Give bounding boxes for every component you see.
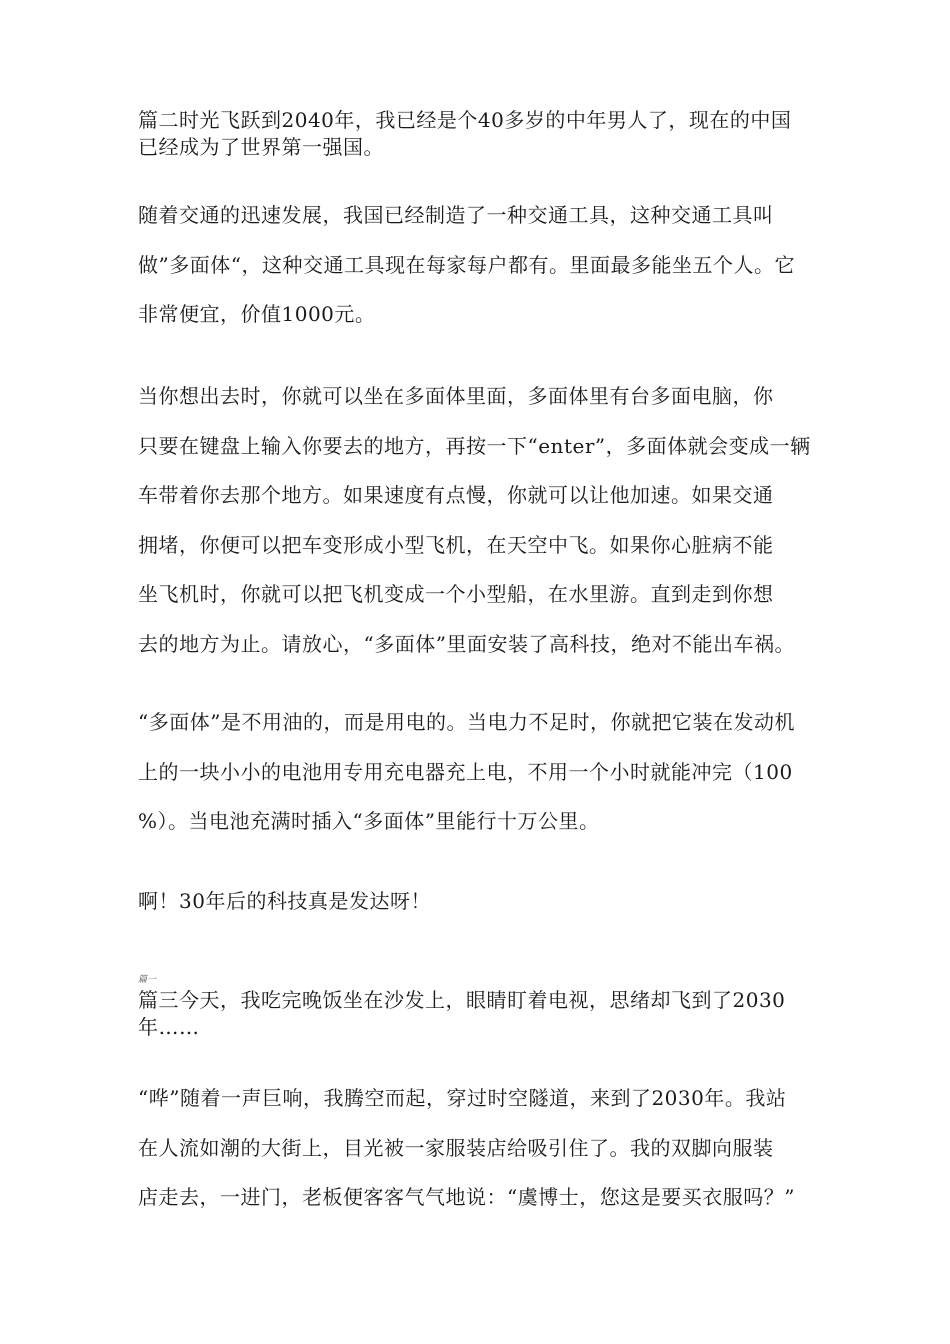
text-line: 上的一块小小的电池用专用充电器充上电，不用一个小时就能冲完（100 bbox=[138, 759, 793, 784]
text-line: 在人流如潮的大街上，目光被一家服装店给吸引住了。我的双脚向服装 bbox=[138, 1135, 774, 1160]
text-line: 啊！30年后的科技真是发达呀！ bbox=[138, 889, 431, 913]
text-line: 当你想出去时，你就可以坐在多面体里面，多面体里有台多面电脑，你 bbox=[138, 384, 774, 408]
paragraph-6 bbox=[138, 987, 818, 1041]
text-line: 篇二时光飞跃到2040年，我已经是个40多岁的中年男人了，现在的中国 bbox=[138, 108, 792, 132]
text-line: %）。当电池充满时插入“多面体”里能行十万公里。 bbox=[138, 809, 600, 833]
text-line: 去的地方为止。请放心，“多面体”里面安装了高科技，绝对不能出车祸。 bbox=[138, 631, 795, 656]
text-line: 篇三今天，我吃完晚饭坐在沙发上，眼睛盯着电视，思绪却飞到了2030 bbox=[138, 988, 786, 1012]
text-line: 坐飞机时，你就可以把飞机变成一个小型船，在水里游。直到走到你想 bbox=[138, 582, 774, 606]
text-line: 店走去，一进门，老板便客客气气地说：“虞博士，您这是要买衣服吗？” bbox=[138, 1185, 795, 1209]
text-line: 只要在键盘上输入你要去的地方，再按一下“enter”，多面体就会变成一辆 bbox=[138, 433, 811, 458]
paragraph-3 bbox=[138, 372, 818, 669]
text-line: “多面体”是不用油的，而是用电的。当电力不足时，你就把它装在发动机 bbox=[138, 710, 795, 734]
paragraph-5 bbox=[138, 877, 818, 927]
paragraph-7 bbox=[138, 1074, 818, 1223]
text-line: 年…… bbox=[138, 1015, 200, 1039]
text-line: 已经成为了世界第一强国。 bbox=[138, 135, 384, 159]
paragraph-1 bbox=[138, 107, 818, 161]
text-line: 非常便宜，价值1000元。 bbox=[138, 302, 376, 326]
text-line: 拥堵，你便可以把车变形成小型飞机，在天空中飞。如果你心脏病不能 bbox=[138, 532, 774, 557]
text-line: 随着交通的迅速发展，我国已经制造了一种交通工具，这种交通工具叫 bbox=[138, 203, 774, 227]
document-page bbox=[138, 0, 818, 1344]
paragraph-2 bbox=[138, 191, 818, 340]
text-line: “哗”随着一声巨响，我腾空而起，穿过时空隧道，来到了2030年。我站 bbox=[138, 1086, 787, 1110]
text-line: 做”多面体“，这种交通工具现在每家每户都有。里面最多能坐五个人。它 bbox=[138, 252, 795, 277]
paragraph-4 bbox=[138, 698, 818, 847]
text-line: 车带着你去那个地方。如果速度有点慢，你就可以让他加速。如果交通 bbox=[138, 483, 774, 507]
margin-note: 篇一 bbox=[138, 975, 157, 985]
